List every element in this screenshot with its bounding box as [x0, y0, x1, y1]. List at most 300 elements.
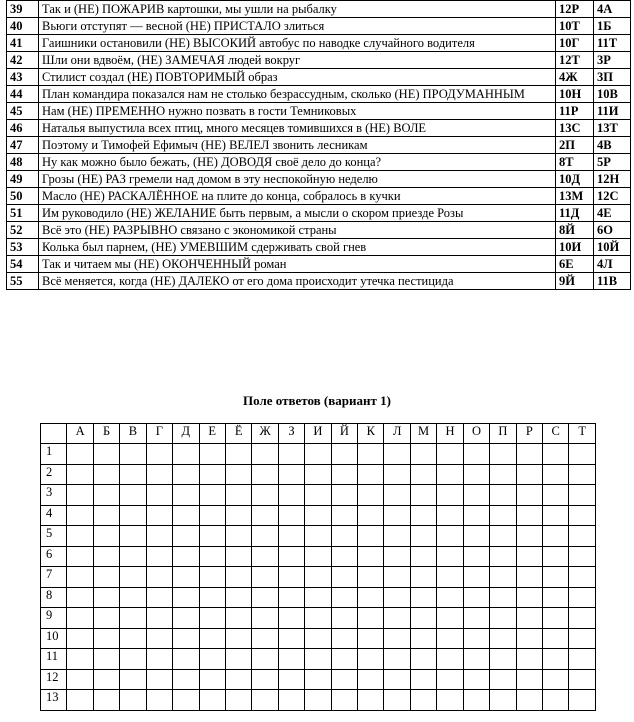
grid-row-number: 4 [41, 505, 67, 526]
answer-cell[interactable] [305, 505, 331, 526]
answer-cell[interactable] [569, 505, 596, 526]
answer-cell[interactable] [490, 485, 516, 506]
answer-cell[interactable] [331, 505, 357, 526]
answer-cell[interactable] [146, 690, 172, 711]
answer-cell[interactable] [331, 526, 357, 547]
answer-cell[interactable] [490, 505, 516, 526]
answer-cell[interactable] [384, 546, 410, 567]
answer-cell[interactable] [331, 485, 357, 506]
answer-cell[interactable] [543, 649, 569, 670]
task-table-body [7, 1, 631, 290]
answer-cell[interactable] [173, 649, 199, 670]
answer-cell[interactable] [146, 567, 172, 588]
answer-cell[interactable] [93, 546, 119, 567]
answer-cell[interactable] [437, 608, 463, 629]
answer-cell[interactable] [490, 628, 516, 649]
answer-cell[interactable] [278, 485, 304, 506]
answer-cell[interactable] [410, 464, 436, 485]
answer-cell[interactable] [516, 587, 542, 608]
answer-cell[interactable] [93, 669, 119, 690]
answer-cell[interactable] [410, 690, 436, 711]
answer-cell[interactable] [120, 464, 146, 485]
answer-cell[interactable] [516, 505, 542, 526]
answer-cell[interactable] [463, 649, 489, 670]
answer-code-1: 10Н [556, 86, 594, 103]
answer-cell[interactable] [93, 444, 119, 465]
answer-cell[interactable] [93, 608, 119, 629]
answer-cell[interactable] [252, 505, 278, 526]
answer-cell[interactable] [437, 628, 463, 649]
answer-cell[interactable] [146, 505, 172, 526]
answer-cell[interactable] [173, 485, 199, 506]
answer-cell[interactable] [173, 608, 199, 629]
answer-cell[interactable] [199, 444, 225, 465]
answer-cell[interactable] [384, 690, 410, 711]
answer-cell[interactable] [120, 649, 146, 670]
answer-cell[interactable] [516, 628, 542, 649]
answer-code-2: 5Р [594, 154, 631, 171]
answer-cell[interactable] [410, 505, 436, 526]
answer-cell[interactable] [543, 546, 569, 567]
answer-cell[interactable] [384, 485, 410, 506]
answer-cell[interactable] [93, 526, 119, 547]
grid-column-letter: П [490, 424, 516, 444]
answer-cell[interactable] [252, 628, 278, 649]
answer-cell[interactable] [543, 464, 569, 485]
answer-cell[interactable] [305, 628, 331, 649]
answer-cell[interactable] [252, 526, 278, 547]
answer-cell[interactable] [490, 546, 516, 567]
answer-cell[interactable] [93, 505, 119, 526]
answer-cell[interactable] [331, 587, 357, 608]
answer-cell[interactable] [173, 526, 199, 547]
answer-cell[interactable] [331, 669, 357, 690]
answer-cell[interactable] [120, 485, 146, 506]
answer-cell[interactable] [384, 628, 410, 649]
answer-code-2: 11Т [594, 35, 631, 52]
answer-cell[interactable] [569, 690, 596, 711]
answer-cell[interactable] [384, 464, 410, 485]
answer-cell[interactable] [490, 444, 516, 465]
answer-cell[interactable] [437, 464, 463, 485]
answer-cell[interactable] [543, 526, 569, 547]
answer-cell[interactable] [146, 526, 172, 547]
answer-cell[interactable] [305, 567, 331, 588]
answer-cell[interactable] [252, 587, 278, 608]
answer-cell[interactable] [120, 444, 146, 465]
answer-cell[interactable] [225, 567, 251, 588]
answer-cell[interactable] [67, 567, 93, 588]
task-row [7, 137, 631, 154]
answer-cell[interactable] [199, 628, 225, 649]
answer-cell[interactable] [463, 628, 489, 649]
answer-cell[interactable] [93, 649, 119, 670]
answer-cell[interactable] [463, 567, 489, 588]
answer-cell[interactable] [225, 649, 251, 670]
answer-cell[interactable] [225, 505, 251, 526]
answer-cell[interactable] [384, 526, 410, 547]
answer-cell[interactable] [173, 464, 199, 485]
answer-cell[interactable] [410, 546, 436, 567]
answer-cell[interactable] [490, 587, 516, 608]
answer-cell[interactable] [331, 567, 357, 588]
answer-cell[interactable] [331, 464, 357, 485]
answer-cell[interactable] [569, 444, 596, 465]
answer-cell[interactable] [410, 608, 436, 629]
task-number: 52 [7, 222, 39, 239]
answer-cell[interactable] [410, 628, 436, 649]
answer-cell[interactable] [305, 464, 331, 485]
answer-cell[interactable] [516, 464, 542, 485]
answer-cell[interactable] [490, 669, 516, 690]
answer-cell[interactable] [67, 649, 93, 670]
answer-cell[interactable] [67, 628, 93, 649]
answer-code-2: 3П [594, 69, 631, 86]
answer-cell[interactable] [252, 669, 278, 690]
answer-grid-row [41, 485, 596, 506]
answer-code-2: 4В [594, 137, 631, 154]
answer-cell[interactable] [410, 669, 436, 690]
answer-code-2: 12С [594, 188, 631, 205]
answer-cell[interactable] [516, 608, 542, 629]
answer-cell[interactable] [252, 546, 278, 567]
task-row [7, 69, 631, 86]
grid-row-number: 8 [41, 587, 67, 608]
grid-column-letter: Й [331, 424, 357, 444]
answer-cell[interactable] [225, 690, 251, 711]
answer-cell[interactable] [146, 546, 172, 567]
answer-cell[interactable] [516, 669, 542, 690]
answer-cell[interactable] [120, 608, 146, 629]
answer-cell[interactable] [278, 444, 304, 465]
answer-cell[interactable] [305, 546, 331, 567]
answer-cell[interactable] [569, 464, 596, 485]
answer-cell[interactable] [146, 444, 172, 465]
task-number: 48 [7, 154, 39, 171]
answer-code-1: 11Р [556, 103, 594, 120]
answer-cell[interactable] [146, 587, 172, 608]
answer-cell[interactable] [516, 567, 542, 588]
answer-cell[interactable] [384, 649, 410, 670]
answer-field-title: Поле ответов (вариант 1) [243, 393, 391, 408]
answer-cell[interactable] [437, 690, 463, 711]
answer-code-1: 10Т [556, 18, 594, 35]
answer-cell[interactable] [305, 526, 331, 547]
answer-cell[interactable] [225, 669, 251, 690]
answer-cell[interactable] [384, 608, 410, 629]
answer-cell[interactable] [490, 690, 516, 711]
answer-cell[interactable] [358, 444, 384, 465]
answer-cell[interactable] [199, 505, 225, 526]
answer-cell[interactable] [358, 587, 384, 608]
answer-cell[interactable] [516, 690, 542, 711]
grid-column-letter: З [278, 424, 304, 444]
answer-cell[interactable] [93, 485, 119, 506]
answer-cell[interactable] [225, 587, 251, 608]
answer-cell[interactable] [569, 526, 596, 547]
answer-cell[interactable] [410, 485, 436, 506]
answer-cell[interactable] [384, 669, 410, 690]
answer-cell[interactable] [331, 608, 357, 629]
answer-cell[interactable] [120, 505, 146, 526]
answer-cell[interactable] [490, 608, 516, 629]
answer-code-1: 8Й [556, 222, 594, 239]
answer-cell[interactable] [199, 485, 225, 506]
answer-cell[interactable] [437, 505, 463, 526]
answer-cell[interactable] [516, 546, 542, 567]
answer-cell[interactable] [516, 649, 542, 670]
answer-cell[interactable] [463, 669, 489, 690]
answer-cell[interactable] [199, 546, 225, 567]
answer-cell[interactable] [120, 567, 146, 588]
answer-cell[interactable] [358, 485, 384, 506]
answer-cell[interactable] [410, 526, 436, 547]
answer-cell[interactable] [569, 567, 596, 588]
answer-cell[interactable] [67, 464, 93, 485]
answer-cell[interactable] [490, 567, 516, 588]
answer-cell[interactable] [437, 444, 463, 465]
answer-cell[interactable] [490, 464, 516, 485]
answer-cell[interactable] [146, 485, 172, 506]
answer-cell[interactable] [543, 669, 569, 690]
answer-cell[interactable] [305, 608, 331, 629]
task-number: 50 [7, 188, 39, 205]
grid-row-number: 13 [41, 690, 67, 711]
answer-cell[interactable] [543, 587, 569, 608]
answer-cell[interactable] [437, 485, 463, 506]
answer-cell[interactable] [331, 690, 357, 711]
answer-cell[interactable] [173, 567, 199, 588]
answer-cell[interactable] [278, 649, 304, 670]
answer-cell[interactable] [569, 485, 596, 506]
answer-cell[interactable] [278, 669, 304, 690]
answer-cell[interactable] [358, 649, 384, 670]
answer-cell[interactable] [225, 464, 251, 485]
answer-cell[interactable] [384, 505, 410, 526]
answer-cell[interactable] [463, 608, 489, 629]
answer-cell[interactable] [278, 690, 304, 711]
answer-cell[interactable] [199, 567, 225, 588]
answer-cell[interactable] [305, 649, 331, 670]
answer-cell[interactable] [252, 464, 278, 485]
answer-cell[interactable] [437, 669, 463, 690]
answer-cell[interactable] [120, 587, 146, 608]
answer-cell[interactable] [120, 526, 146, 547]
answer-code-2: 4А [594, 1, 631, 18]
answer-cell[interactable] [516, 526, 542, 547]
answer-cell[interactable] [543, 505, 569, 526]
answer-cell[interactable] [199, 669, 225, 690]
answer-cell[interactable] [331, 649, 357, 670]
answer-cell[interactable] [463, 587, 489, 608]
answer-cell[interactable] [516, 485, 542, 506]
answer-cell[interactable] [569, 628, 596, 649]
answer-cell[interactable] [146, 628, 172, 649]
answer-cell[interactable] [437, 567, 463, 588]
answer-cell[interactable] [120, 546, 146, 567]
answer-cell[interactable] [569, 649, 596, 670]
answer-cell[interactable] [358, 567, 384, 588]
answer-code-1: 9Й [556, 273, 594, 290]
answer-cell[interactable] [305, 444, 331, 465]
answer-cell[interactable] [569, 608, 596, 629]
answer-cell[interactable] [199, 526, 225, 547]
answer-cell[interactable] [225, 608, 251, 629]
answer-cell[interactable] [543, 444, 569, 465]
grid-column-letter: Г [146, 424, 172, 444]
answer-cell[interactable] [358, 505, 384, 526]
answer-cell[interactable] [463, 690, 489, 711]
answer-cell[interactable] [120, 690, 146, 711]
answer-cell[interactable] [67, 526, 93, 547]
answer-cell[interactable] [278, 628, 304, 649]
answer-cell[interactable] [543, 567, 569, 588]
answer-cell[interactable] [358, 546, 384, 567]
answer-cell[interactable] [93, 587, 119, 608]
answer-cell[interactable] [463, 526, 489, 547]
answer-cell[interactable] [252, 608, 278, 629]
answer-cell[interactable] [331, 628, 357, 649]
answer-cell[interactable] [569, 546, 596, 567]
answer-cell[interactable] [93, 628, 119, 649]
answer-cell[interactable] [173, 546, 199, 567]
answer-cell[interactable] [384, 444, 410, 465]
answer-cell[interactable] [278, 567, 304, 588]
answer-cell[interactable] [225, 546, 251, 567]
answer-cell[interactable] [358, 526, 384, 547]
answer-cell[interactable] [358, 608, 384, 629]
answer-cell[interactable] [278, 464, 304, 485]
task-sentence: Шли они вдвоём, (НЕ) ЗАМЕЧАЯ людей вокруг [39, 52, 556, 69]
answer-cell[interactable] [146, 649, 172, 670]
answer-cell[interactable] [225, 526, 251, 547]
answer-cell[interactable] [225, 628, 251, 649]
answer-cell[interactable] [278, 608, 304, 629]
grid-column-letter: Н [437, 424, 463, 444]
answer-cell[interactable] [569, 587, 596, 608]
answer-cell[interactable] [146, 464, 172, 485]
answer-grid-body [41, 424, 596, 711]
answer-cell[interactable] [490, 649, 516, 670]
answer-cell[interactable] [199, 587, 225, 608]
answer-cell[interactable] [199, 464, 225, 485]
answer-cell[interactable] [93, 690, 119, 711]
task-number: 44 [7, 86, 39, 103]
answer-code-2: 6О [594, 222, 631, 239]
answer-cell[interactable] [173, 690, 199, 711]
answer-cell[interactable] [173, 505, 199, 526]
answer-cell[interactable] [252, 649, 278, 670]
grid-row-number: 6 [41, 546, 67, 567]
answer-cell[interactable] [463, 546, 489, 567]
grid-row-number: 5 [41, 526, 67, 547]
answer-cell[interactable] [358, 669, 384, 690]
task-row [7, 171, 631, 188]
answer-cell[interactable] [331, 444, 357, 465]
answer-cell[interactable] [173, 669, 199, 690]
answer-cell[interactable] [199, 690, 225, 711]
answer-cell[interactable] [305, 669, 331, 690]
answer-cell[interactable] [410, 649, 436, 670]
answer-cell[interactable] [278, 546, 304, 567]
grid-corner-cell [41, 424, 67, 444]
answer-cell[interactable] [67, 505, 93, 526]
answer-cell[interactable] [305, 485, 331, 506]
answer-cell[interactable] [358, 464, 384, 485]
answer-cell[interactable] [199, 608, 225, 629]
answer-cell[interactable] [225, 444, 251, 465]
answer-cell[interactable] [463, 485, 489, 506]
answer-cell[interactable] [173, 444, 199, 465]
answer-cell[interactable] [543, 628, 569, 649]
answer-cell[interactable] [384, 587, 410, 608]
answer-cell[interactable] [93, 464, 119, 485]
answer-cell[interactable] [331, 546, 357, 567]
answer-cell[interactable] [437, 649, 463, 670]
answer-cell[interactable] [67, 608, 93, 629]
answer-code-2: 1Б [594, 18, 631, 35]
answer-cell[interactable] [67, 444, 93, 465]
answer-cell[interactable] [463, 444, 489, 465]
answer-cell[interactable] [490, 526, 516, 547]
answer-cell[interactable] [93, 567, 119, 588]
answer-cell[interactable] [252, 444, 278, 465]
answer-grid-row [41, 669, 596, 690]
answer-cell[interactable] [516, 444, 542, 465]
answer-cell[interactable] [225, 485, 251, 506]
answer-cell[interactable] [146, 608, 172, 629]
answer-cell[interactable] [67, 690, 93, 711]
answer-cell[interactable] [305, 587, 331, 608]
answer-cell[interactable] [173, 587, 199, 608]
answer-cell[interactable] [463, 505, 489, 526]
answer-cell[interactable] [120, 669, 146, 690]
answer-cell[interactable] [252, 690, 278, 711]
answer-cell[interactable] [305, 690, 331, 711]
answer-cell[interactable] [278, 587, 304, 608]
answer-cell[interactable] [358, 628, 384, 649]
answer-cell[interactable] [278, 505, 304, 526]
answer-cell[interactable] [358, 690, 384, 711]
answer-cell[interactable] [410, 567, 436, 588]
answer-cell[interactable] [437, 546, 463, 567]
answer-cell[interactable] [67, 587, 93, 608]
answer-cell[interactable] [410, 444, 436, 465]
answer-cell[interactable] [67, 669, 93, 690]
answer-cell[interactable] [67, 546, 93, 567]
answer-cell[interactable] [146, 669, 172, 690]
answer-cell[interactable] [199, 649, 225, 670]
answer-cell[interactable] [252, 567, 278, 588]
answer-cell[interactable] [437, 587, 463, 608]
answer-cell[interactable] [543, 485, 569, 506]
answer-code-1: 13М [556, 188, 594, 205]
answer-cell[interactable] [543, 690, 569, 711]
answer-cell[interactable] [67, 485, 93, 506]
answer-cell[interactable] [410, 587, 436, 608]
answer-cell[interactable] [278, 526, 304, 547]
answer-code-1: 10Г [556, 35, 594, 52]
answer-cell[interactable] [173, 628, 199, 649]
answer-cell[interactable] [543, 608, 569, 629]
task-table [6, 0, 631, 290]
answer-cell[interactable] [120, 628, 146, 649]
answer-cell[interactable] [569, 669, 596, 690]
answer-cell[interactable] [463, 464, 489, 485]
answer-cell[interactable] [252, 485, 278, 506]
answer-cell[interactable] [437, 526, 463, 547]
answer-cell[interactable] [384, 567, 410, 588]
